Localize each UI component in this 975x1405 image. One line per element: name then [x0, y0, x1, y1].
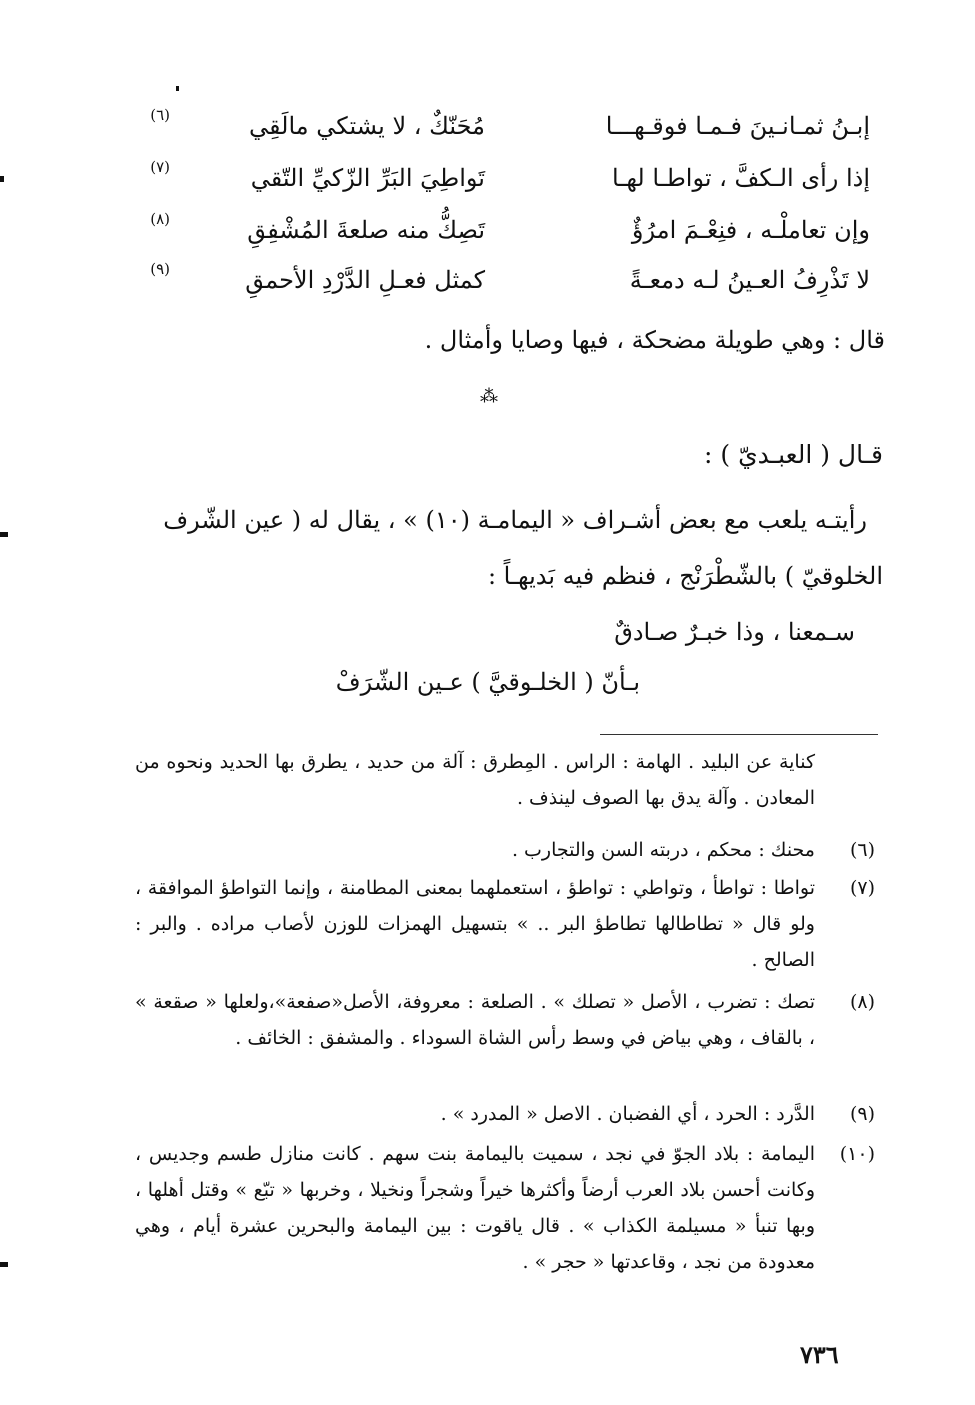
- page-number: ٧٣٦: [800, 1340, 839, 1369]
- verse-first-hemistich: إبـنُ ثمـانـينَ فـمـا فوقـهـــا: [605, 112, 870, 140]
- section-stars: ⁂: [480, 386, 494, 407]
- verse-second-hemistich: تَصِكُّ منه صلعةَ المُشْفِقِ: [247, 216, 485, 244]
- verse-first-hemistich: إذا رأى الـكفَّ ، تواطـا لهـا: [612, 164, 870, 192]
- poem-line-1: سـمعنا ، وذا خبـرٌ صـادقٌ: [614, 618, 855, 646]
- verse-2: [150, 158, 870, 204]
- footnote-text: اليمامة : بلاد الجوّ في نجد ، سميت باليمامة بنت سهم . كانت منازل طسم وجديس ، وكانت أحسن بلاد العرب أرضاً وأكثرها خيراً وشجراً ونخيلا ، وخربها « تبّع » وقتل أهلها ، وبها تنبأ « مسيلمة الكذاب » . قال ياقوت : بين اليمامة والبحرين عشرة أيام ، وهي معدودة من نجد ، وقاعدتها « حجر » .: [135, 1143, 815, 1273]
- footnote-number: (٩): [849, 1103, 875, 1125]
- section-heading: قـال ( العبـديّ ) :: [704, 440, 883, 469]
- scan-mark: [0, 176, 4, 182]
- footnote-ref: (٩): [150, 260, 170, 278]
- footnote-continuation: كناية عن البليد . الهامة : الراس . المِطرق : آلة من حديد ، يطرق بها الحديد ونحوه من المعادن . وآلة يدق بها الصوف لينذف .: [135, 751, 815, 809]
- footnote-ref: (٧): [150, 158, 170, 176]
- paragraph-line-1: رأيتـه يلعب مع بعض أشـراف « اليمامـة (١٠) » ، يقال له ( عين الشّرف: [163, 506, 867, 534]
- paragraph-line-2: الخلوقيّ ) بالشّطْرَنْج ، فنظم فيه بَديهـاً :: [487, 562, 883, 590]
- footnote-number: (١٠): [839, 1143, 875, 1165]
- footnote-number: (٨): [849, 991, 875, 1013]
- footnote-8: [135, 984, 875, 1092]
- verse-second-hemistich: كمثل فعـلِ الدَّرْدِ الأحمقِ: [245, 266, 485, 294]
- footnote-separator: [600, 734, 878, 735]
- footnote-text: تواطا : تواطأ ، وتواطي : تواطؤ ، استعملهما بمعنى المطامنة ، وإنما التواطؤ الموافقة ، ولو قال « تطاطالها تطاطؤ البر .. » بتسهيل الهمزات للوزن لأصاب مراده . والبر : الصالح .: [135, 877, 815, 971]
- footnote-9: [135, 1096, 875, 1132]
- poem-line-2: بـأنّ ( الخلـوقيَّ ) عـين الشّرَفْ: [335, 668, 640, 696]
- verse-3: [150, 210, 870, 256]
- footnote-7: [135, 870, 875, 978]
- verse-1: [150, 106, 870, 152]
- footnote-number: (٦): [849, 839, 875, 861]
- footnote-6: [135, 832, 875, 868]
- verse-first-hemistich: وإن تعاملْـه ، فنِعْـمَ امرُؤٌ: [631, 216, 870, 244]
- footnote-text: الدَّرد : الحرد ، أي الفضبان . الاصل « المدرد » .: [440, 1103, 815, 1125]
- footnote-10: [135, 1136, 875, 1326]
- scan-mark: [0, 1262, 8, 1267]
- verse-second-hemistich: مُحَنّكٌ ، لا يشتكي مالَقِي: [249, 112, 485, 140]
- qala-line: قال : وهي طويلة مضحكة ، فيها وصايا وأمثال .: [424, 326, 885, 354]
- footnote-ref: (٨): [150, 210, 170, 228]
- footnote-text: محنك : محكم ، دربته السن والتجارب .: [511, 839, 815, 861]
- verse-second-hemistich: تَواطِيَ البَرِّ الزّكيِّ التّقي: [250, 164, 485, 192]
- scan-mark: [176, 86, 179, 91]
- verse-first-hemistich: لا تَذْرِفُ العـينُ لـه دمعـةً: [629, 266, 870, 294]
- verse-4: [150, 260, 870, 306]
- footnote-text: تصك : تضرب ، الأصل « تصلك » . الصلعة : معروفة، الأصل«صفعة»،ولعلها « صقعة » ، بالقاف ، وهي بياض في وسط رأس الشاة السوداء . والمشفق : الخائف .: [135, 991, 815, 1049]
- footnote-ref: (٦): [150, 106, 170, 124]
- scan-mark: [0, 532, 8, 537]
- footnote-number: (٧): [849, 877, 875, 899]
